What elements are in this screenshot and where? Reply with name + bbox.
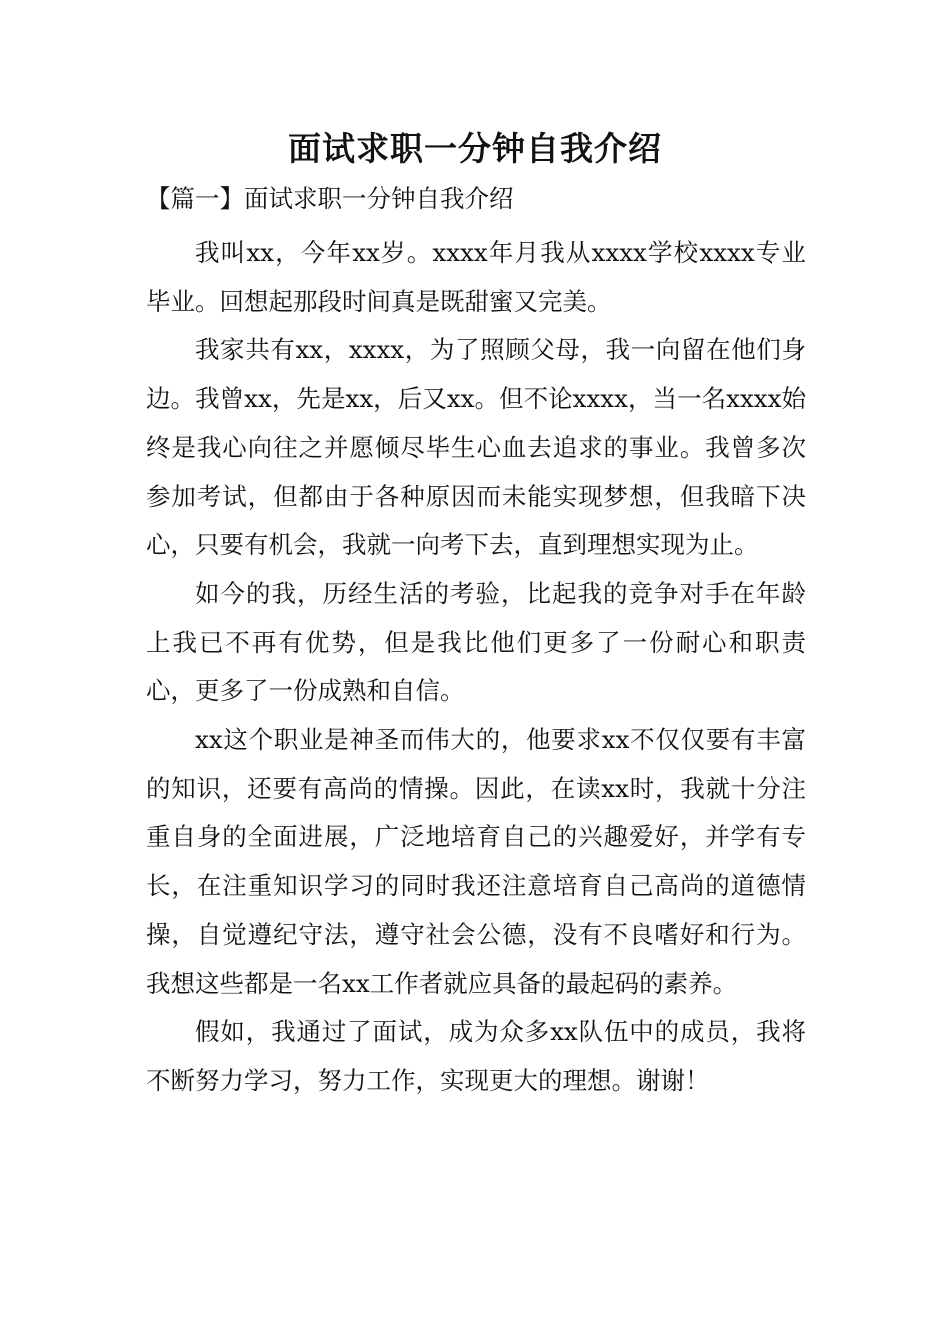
paragraph: 如今的我，历经生活的考验，比起我的竞争对手在年龄上我已不再有优势，但是我比他们更多了一份耐心和职责心，更多了一份成熟和自信。 xyxy=(146,578,806,706)
paragraph: 我家共有xx，xxxx，为了照顾父母，我一向留在他们身边。我曾xx，先是xx，后又xx。但不论xxxx，当一名xxxx始终是我心向往之并愿倾尽毕生心血去追求的事业。我曾多次参加考试，但都由于各种原因而未能实现梦想，但我暗下决心，只要有机会，我就一向考下去，直到理想实现为止。 xyxy=(146,335,806,560)
paragraph: xx这个职业是神圣而伟大的，他要求xx不仅仅要有丰富的知识，还要有高尚的情操。因此，在读xx时，我就十分注重自身的全面进展，广泛地培育自己的兴趣爱好，并学有专长，在注重知识学习的同时我还注意培育自己高尚的道德情操，自觉遵纪守法，遵守社会公德，没有不良嗜好和行为。我想这些都是一名xx工作者就应具备的最起码的素养。 xyxy=(146,725,806,998)
section-heading: 【篇一】面试求职一分钟自我介绍 xyxy=(146,184,514,213)
document-body xyxy=(146,229,806,1106)
document-title: 面试求职一分钟自我介绍 xyxy=(288,129,662,168)
paragraph: 假如，我通过了面试，成为众多xx队伍中的成员，我将不断努力学习，努力工作，实现更大的理想。谢谢！ xyxy=(146,1017,806,1095)
paragraph: 我叫xx，今年xx岁。xxxx年月我从xxxx学校xxxx专业毕业。回想起那段时间真是既甜蜜又完美。 xyxy=(146,238,806,316)
